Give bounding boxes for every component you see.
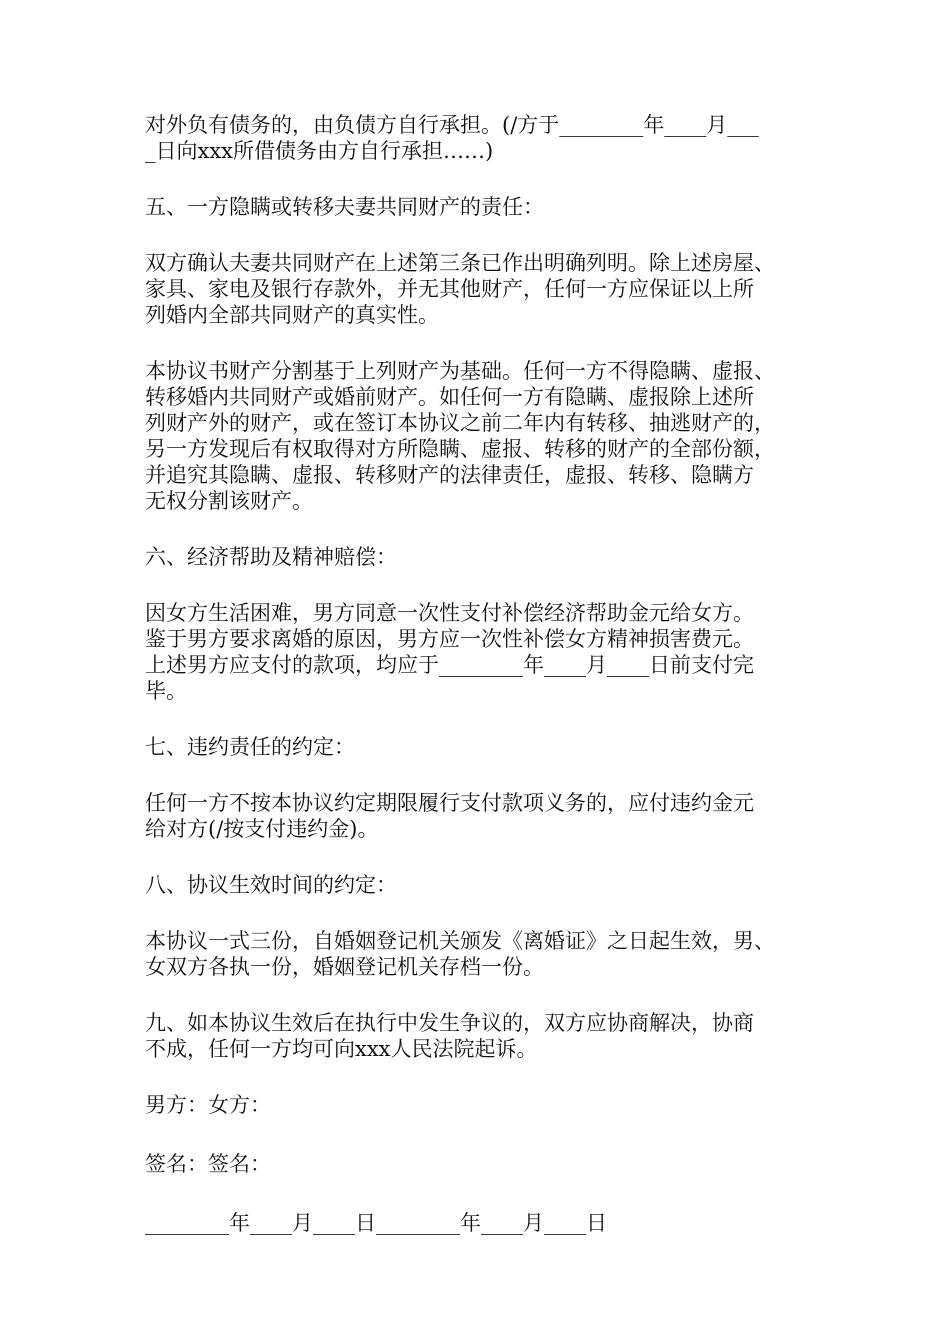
property-confirmation-text: 双方确认夫妻共同财产在上述第三条已作出明确列明。除上述房屋、 家具、家电及银行存款外，并无其他财产，任何一方应保证以上所 列婚内全部共同财产的真实性。: [145, 251, 775, 327]
parties-line: 男方：女方：: [145, 1093, 271, 1117]
signature-line: 签名：签名：: [145, 1152, 271, 1176]
concealment-liability-text: 本协议书财产分割基于上列财产为基础。任何一方不得隐瞒、虚报、 转移婚内共同财产或婚前财产。如任何一方有隐瞒、虚报除上述所 列财产外的财产，或在签订本协议之前二年内有转移、抽逃财产的， 另一方发现后有权取得对方所隐瞒、虚报、转移的财产的全部份额， 并追究其隐瞒、虚报、转移财产的法律责任，虚报、转移、隐瞒方 无权分割该财产。: [145, 359, 775, 513]
section-heading-5: 五、一方隐瞒或转移夫妻共同财产的责任：: [145, 195, 544, 219]
breach-liability-text: 任何一方不按本协议约定期限履行支付款项义务的，应付违约金元 给对方(/按支付违约金)。: [145, 791, 754, 841]
effective-time-text: 本协议一式三份，自婚姻登记机关颁发《离婚证》之日起生效，男、 女双方各执一份，婚姻登记机关存档一份。: [145, 929, 775, 979]
section-heading-6: 六、经济帮助及精神赔偿：: [145, 545, 397, 569]
date-line: ________年____月____日________年____月____日: [145, 1211, 607, 1235]
section-heading-7: 七、违约责任的约定：: [145, 735, 355, 759]
document-body: [145, 112, 815, 1266]
compensation-text: 因女方生活困难，男方同意一次性支付补偿经济帮助金元给女方。 鉴于男方要求离婚的原因，男方应一次性补偿女方精神损害费元。 上述男方应支付的款项，均应于________年____月____日前支付完 毕。: [145, 601, 754, 703]
section-heading-8: 八、协议生效时间的约定：: [145, 873, 397, 897]
dispute-resolution-text: 九、如本协议生效后在执行中发生争议的，双方应协商解决，协商 不成，任何一方均可向xxx人民法院起诉。: [145, 1011, 754, 1061]
debt-clause-text: 对外负有债务的，由负债方自行承担。(/方于________年____月___ _日向xxx所借债务由方自行承担……): [145, 113, 759, 163]
